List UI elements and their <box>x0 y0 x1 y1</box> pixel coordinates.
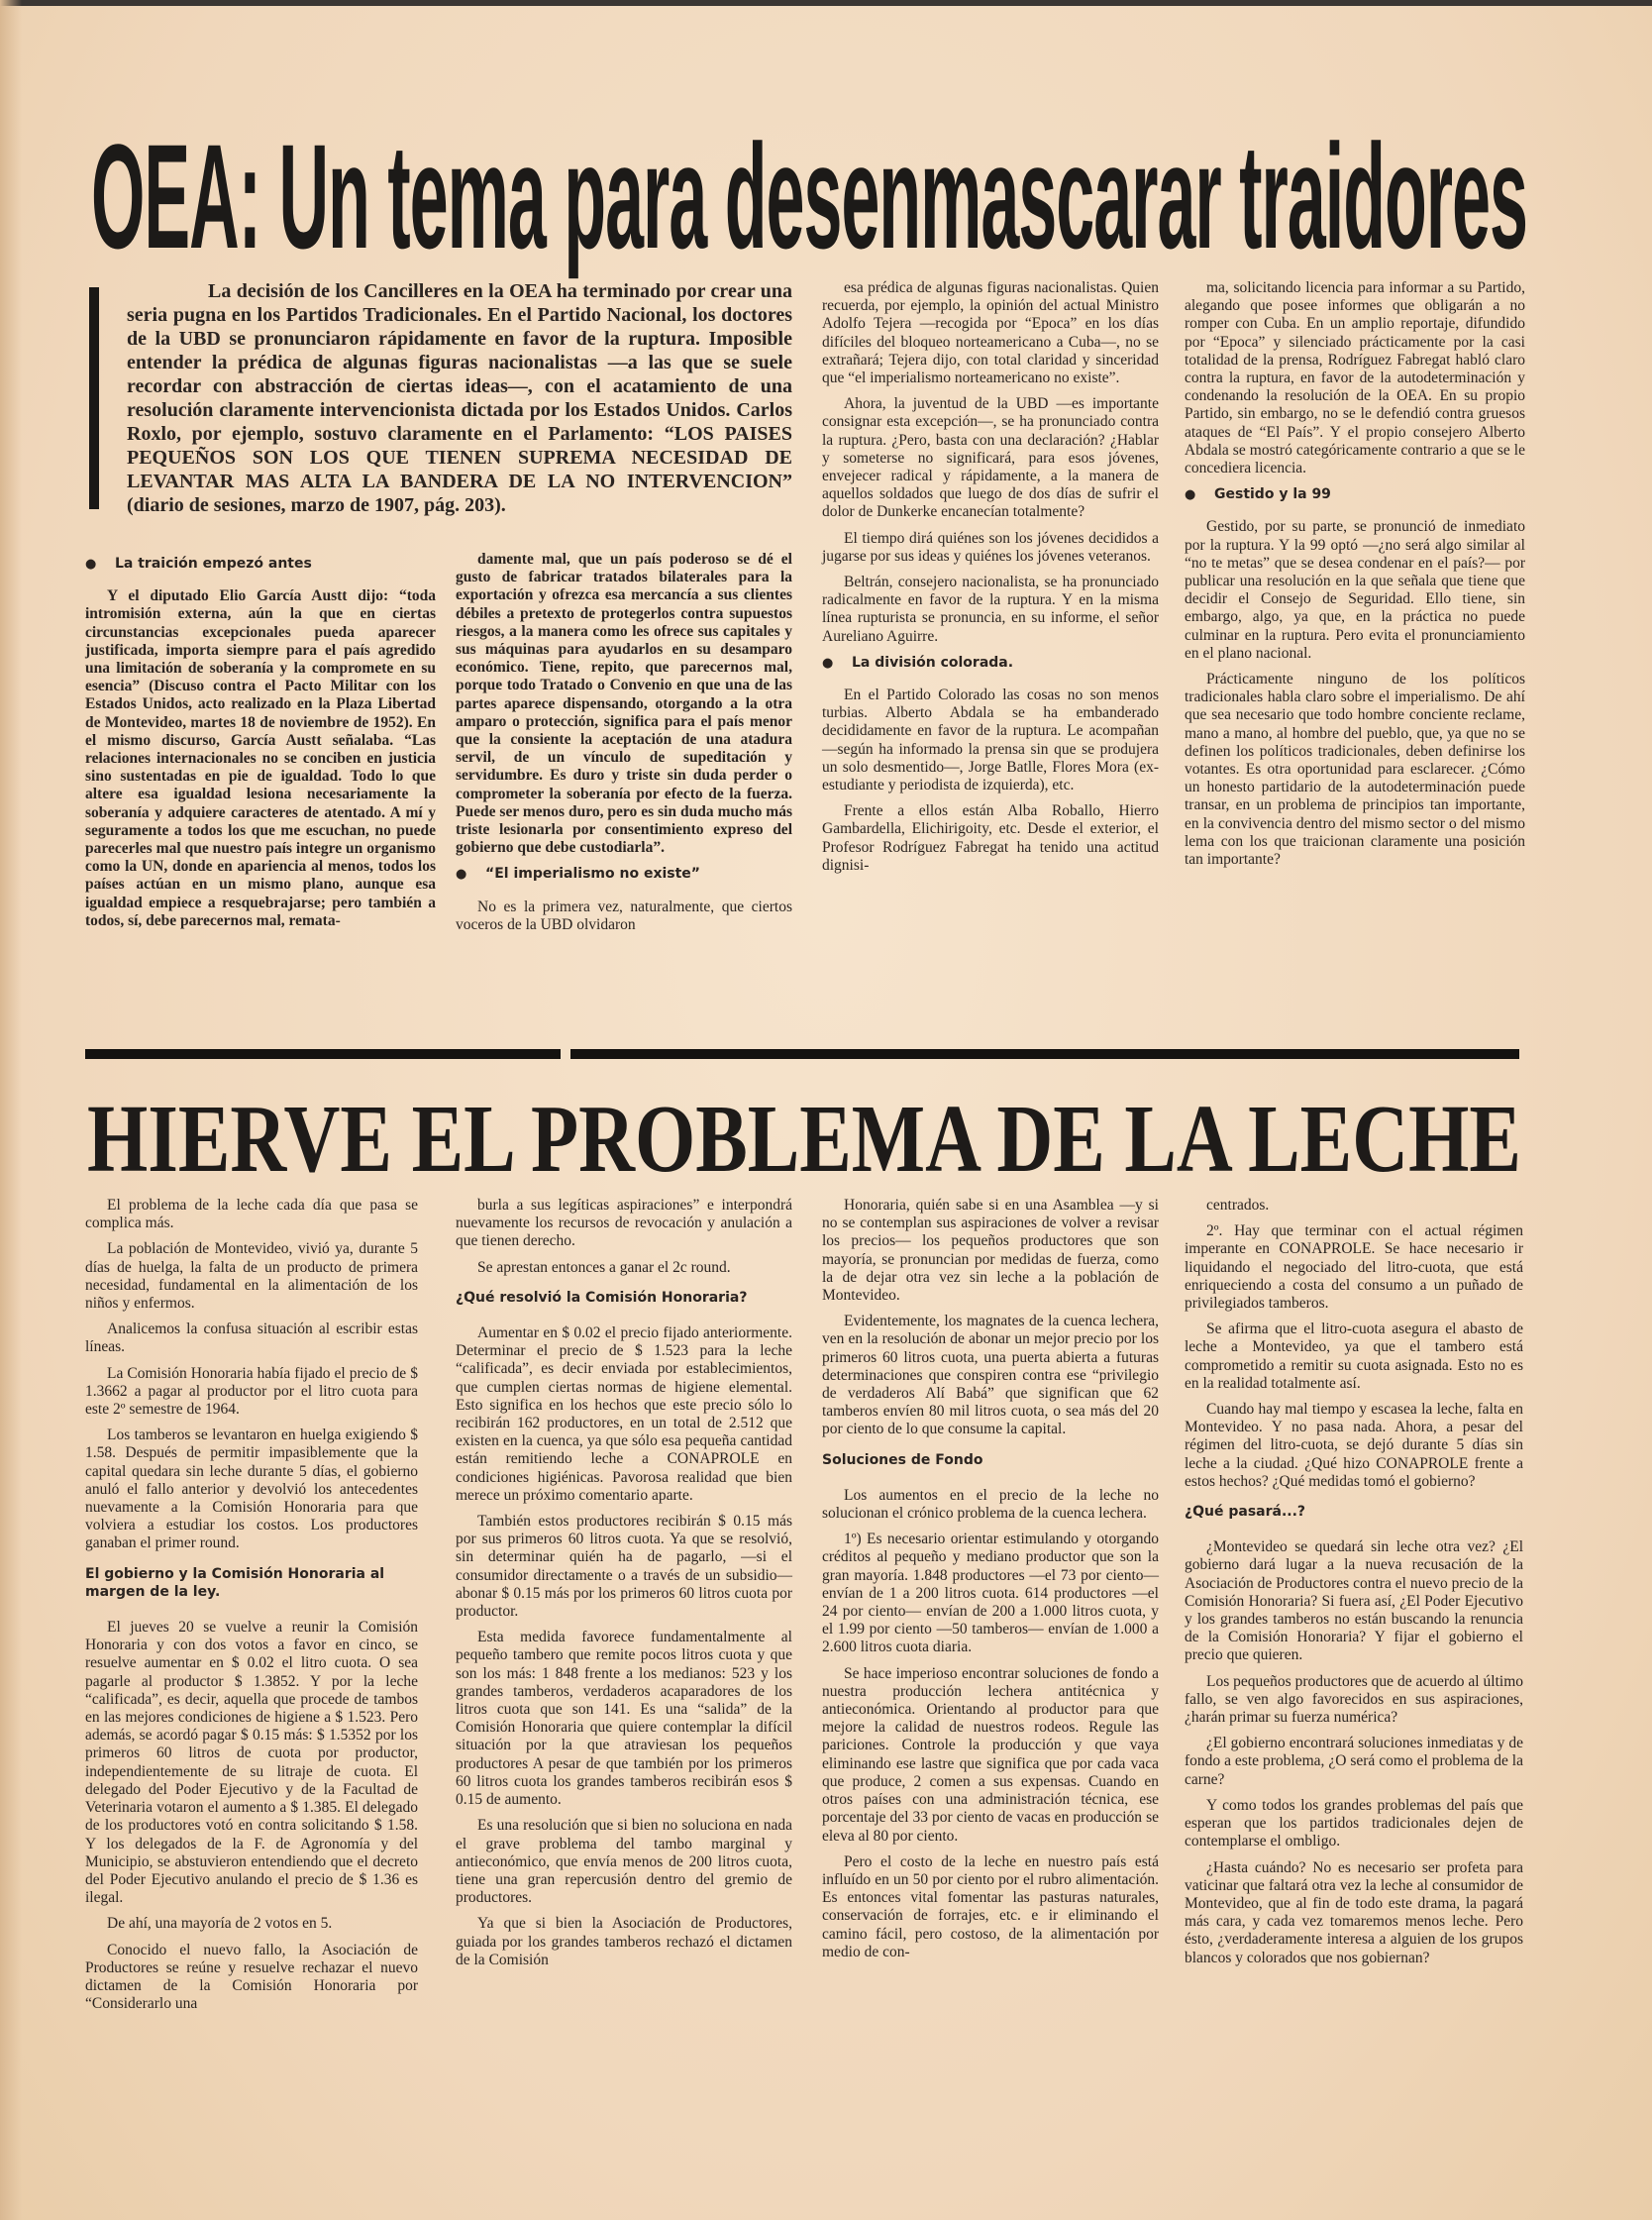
paragraph: damente mal, que un país poderoso se dé el gusto de fabricar tratados bilaterales para la exportación y ofrezca esa mercancía a sus clientes débiles a pretexto de protegerlos contra supuestos riesgos, a la manera como les ofrece sus capitales y sus máquinas para ayudarlos en su desamparo económico. Tiene, repito, que parecernos mal, porque todo Tratado o Convenio en que una de las partes aparece dispensando, otorgando a la otra amparo o protección, significa para el país menor que la consiente la aceptación de una atadura servil, de un vínculo de supeditación y servidumbre. Es duro y triste sin duda perder o comprometer la soberanía por efecto de la fuerza. Puede ser menos duro, pero es sin duda mucho más triste lesionarla por consentimiento expreso del gobierno que debe custodiarla”. <box>456 551 792 857</box>
paragraph: Aumentar en $ 0.02 el precio fijado anteriormente. Determinar el precio de $ 1.523 para la leche “calificada”, es decir enviada por establecimientos, que cumplen ciertas normas de higiene elemental. Esto significa en los hechos que este precio sólo lo recibirán 162 productores, en un total de 2.512 que existen en la cuenca, ya que sólo esa pequeña cantidad están remitiendo leche a CONAPROLE en condiciones higiénicas. Pavorosa realidad que bien merece un próximo comentario aparte. <box>456 1324 792 1504</box>
paragraph: ¿Hasta cuándo? No es necesario ser profeta para vaticinar que faltará otra vez la leche al consumidor de Montevideo, que al fin de todo este drama, la pagará más cara, y cada vez tomaremos menos leche. Pero ésto, ¿verdaderamente interesa a alguien de los grupos blancos y colorados que nos gobiernan? <box>1185 1858 1523 1966</box>
paragraph: centrados. <box>1206 1197 1270 1214</box>
page-edge-shadow <box>0 0 22 2220</box>
paragraph: esa prédica de algunas figuras nacionalistas. Quien recuerda, por ejemplo, la opinión del actual Ministro Adolfo Tejera —recogida por “Epoca” en los días difíciles del bloqueo norteamericano a Cuba—, no se extrañará; Tejera dijo, con total claridad y sinceridad que “el imperialismo norteamericano no existe”. <box>822 279 1159 387</box>
article-column-1 <box>85 1197 418 2021</box>
subheading: ¿Qué pasará...? <box>1185 1504 1306 1521</box>
subheading-bullet: ● “El imperialismo no existe” <box>456 865 792 884</box>
paragraph: ¿El gobierno encontrará soluciones inmediatas y de fondo a este problema, ¿O será como el problema de la carne? <box>1185 1735 1523 1788</box>
paragraph: Los aumentos en el precio de la leche no solucionan el crónico problema de la cuenca lechera. <box>822 1486 1159 1523</box>
subheading: ¿Qué resolvió la Comisión Honoraria? <box>456 1289 748 1306</box>
paragraph: Es una resolución que si bien no soluciona en nada el grave problema del tambo marginal y antieconómico, que envía menos de 200 litros cuota, tiene una gran repercusión dentro del gremio de productores. <box>456 1817 792 1907</box>
article-column-4 <box>1185 1197 1523 1975</box>
paragraph: Se afirma que el litro-cuota asegura el abasto de leche a Montevideo, ya que el tambero está comprometido a remitir su cuota asignada. Esto no es en la realidad totalmente así. <box>1185 1321 1523 1392</box>
paragraph: El tiempo dirá quiénes son los jóvenes decididos a jugarse por sus ideas y quiénes los jóvenes veteranos. <box>822 529 1159 565</box>
headline-leche: HIERVE EL PROBLEMA DE LA LECHE <box>87 1086 1521 1193</box>
paragraph: Esta medida favorece fundamentalmente al pequeño tambero que remite pocos litros cuota y que son los más: 1 848 frente a los medianos: 523 y los grandes tamberos, verdaderos acaparadores de los litros cuota que son 141. Es una “salida” de la Comisión Honoraria que quiere contemplar la difícil situación por la que atraviesan los pequeños productores A pesar de que también por los primeros 60 litros cuota los grandes tamberos recibirán esos $ 0.15 de aumento. <box>456 1629 792 1809</box>
article-intro: La decisión de los Cancilleres en la OEA ha terminado por crear una seria pugna en los Partidos Tradicionales. En el Partido Nacional, los doctores de la UBD se pronunciaron rápidamente en favor de la ruptura. Imposible entender la prédica de algunas figuras nacionalistas —a las que se suele recordar con abstracción de ciertas ideas—, con el acatamiento de una resolución claramente intervencionista dictada por los Estados Unidos. Carlos Roxlo, por ejemplo, sostuvo claramente en el Parlamento: “LOS PAISES PEQUEÑOS SON LOS QUE TIENEN SUPREMA NECESIDAD DE LEVANTAR MAS ALTA LA BANDERA DE LA NO INTERVENCION” (diario de sesiones, marzo de 1907, pág. 203). <box>127 280 792 516</box>
subheading-bullet: ● La traición empezó antes <box>85 555 436 574</box>
article-column-4 <box>1185 279 1525 877</box>
paragraph: Ahora, la juventud de la UBD —es importante consignar esta excepción—, se ha pronunciado contra la ruptura. ¿Pero, basta con una declaración? ¿Hablar y someterse no significará, para esos jóvenes, envejecer radical y rápidamente, a la manera de aquellos soldados que luego de dos días de sufrir el dolor de Dunkerke encanecían totalmente? <box>822 395 1159 521</box>
article-column-3 <box>822 279 1159 883</box>
paragraph: Pero el costo de la leche en nuestro país está influído en un 50 por ciento por el rubro alimentación. Es entonces vital fomentar las pasturas naturales, conservación de forrajes, etc. e ir eliminando el camino fácil, pero costoso, de la alimentación por medio de con- <box>822 1852 1159 1960</box>
paragraph: Beltrán, consejero nacionalista, se ha pronunciado radicalmente en favor de la ruptura. Y en la misma línea rupturista se pronuncia, en su informe, el señor Aureliano Aguirre. <box>822 574 1159 645</box>
paragraph: Los pequeños productores que de acuerdo al último fallo, se ven algo favorecidos en sus aspiraciones, ¿harán primar su fuerza numérica? <box>1185 1672 1523 1727</box>
paragraph: Los tamberos se levantaron en huelga exigiendo $ 1.58. Después de permitir impasiblemente que la capital quedara sin leche durante 5 días, el gobierno anuló el fallo anterior y devolvió los antecedentes nuevamente a la Comisión Honoraria para que volviera a estudiar los costos. Los productores ganaban el primer round. <box>85 1427 418 1552</box>
paragraph: 2º. Hay que terminar con el actual régimen imperante en CONAPROLE. Se hace necesario ir liquidando el negociado del litro-cuota, que está enriqueciendo a costa del consumo a un puñado de privilegiados tamberos. <box>1185 1222 1523 1313</box>
paragraph: Prácticamente ninguno de los políticos tradicionales habla claro sobre el imperialismo. De ahí que sea necesario que todo hombre conciente reclame, mano a mano, al hombre del pueblo, que, ya que no se definen los políticos tradicionales, deben definirse los votantes. Es otra oportunidad para esclarecer. ¿Cómo un honesto partidario de la autodeterminación puede transar, en un problema de principios tan importante, en la convivencia dentro del mismo sector o del mismo lema con los que traicionan claramente una posición tan importante? <box>1185 671 1525 869</box>
paragraph: El jueves 20 se vuelve a reunir la Comisión Honoraria y con dos votos a favor en cinco, se resuelve aumentar en $ 0.02 el litro cuota. O sea pagarle al productor $ 1.3852. Y por la leche “calificada”, es decir, aquella que procede de tambos en las mejores condiciones de higiene a $ 1.523. Pero además, se acordó pagar $ 0.15 más: $ 1.5352 por los primeros 60 litros de cuota por productor, independientemente de su litraje de cuota. El delegado del Poder Ejecutivo y de la Facultad de Veterinaria votaron el aumento a $ 1.385. El delegado de los productores votó en contra solicitando $ 1.58. Y los delegados de la F. de Agronomía y del Municipio, se abstuvieron entendiendo que el decreto del Poder Ejecutivo anulando el precio de $ 1.36 es ilegal. <box>85 1619 418 1907</box>
paragraph: La Comisión Honoraria había fijado el precio de $ 1.3662 a pagar al productor por el litro cuota para este 2º semestre de 1964. <box>85 1364 418 1419</box>
paragraph: Cuando hay mal tiempo y escasea la leche, falta en Montevideo. Y no pasa nada. Ahora, a pesar del régimen del litro-cuota, se dejó durante 5 días sin leche a la ciudad. ¿Qué hizo CONAPROLE frente a estos hechos? ¿Qué medidas tomó el gobierno? <box>1185 1401 1523 1490</box>
subheading: El gobierno y la Comisión Honoraria al margen de la ley. <box>85 1565 385 1600</box>
paragraph: No es la primera vez, naturalmente, que ciertos voceros de la UBD olvidaron <box>456 898 792 933</box>
paragraph: El problema de la leche cada día que pasa se complica más. <box>85 1197 418 1232</box>
paragraph: La población de Montevideo, vivió ya, durante 5 días de huelga, la falta de un producto de primera necesidad, fundamental en la alimentación de los niños y enfermos. <box>85 1240 418 1313</box>
paragraph: Se hace imperioso encontrar soluciones de fondo a nuestra producción lechera antitécnica y antieconómica. Orientando al productor para que mejore la calidad de nuestros rodeos. Regule las pariciones. Controle la producción y que vaya eliminando ese lastre que significa que por cada vaca que produce, 2 comen a sus expensas. Cuando en otros países con una administración técnica, ese porcentaje del 33 por ciento de vacas en producción se eleva al 80 por ciento. <box>822 1664 1159 1845</box>
paragraph: Y como todos los grandes problemas del país que esperan que los partidos tradicionales dejen de contemplarse el ombligo. <box>1185 1796 1523 1850</box>
paragraph: ¿Montevideo se quedará sin leche otra vez? ¿El gobierno dará lugar a la nueva recusación de la Asociación de Productores contra el nuevo precio de la Comisión Honoraria? Si fuera así, ¿El Poder Ejecutivo y los grandes tamberos no están buscando la renuncia de la Comisión Honoraria? Y fijar el gobierno el precio que quieren. <box>1185 1538 1523 1664</box>
paragraph: Gestido, por su parte, se pronunció de inmediato por la ruptura. Y la 99 optó —¿no será algo similar al “no te metas” que se desea condenar en el país?— por publicar una resolución en la que señala que tiene que decidir el Consejo de Seguridad. Ello tiene, sin embargo, algo, ya que, en la práctica no puede culminar en la ruptura. Pero evita el pronunciamiento en el plano nacional. <box>1185 518 1525 662</box>
section-divider-right <box>570 1049 1519 1059</box>
paragraph: En el Partido Colorado las cosas no son menos turbias. Alberto Abdala se ha embanderado decididamente en favor de la ruptura. Le acompañan —según ha informado la prensa sin que se produjera un solo desmentido—, Jorge Batlle, Flores Mora (ex-estudiante y periodista de izquierda), etc. <box>822 687 1159 794</box>
article-column-3 <box>822 1197 1159 1969</box>
paragraph: ma, solicitando licencia para informar a su Partido, alegando que posee informes que obligarán a no romper con Cuba. En un amplio reportaje, difundido por “Epoca” y silenciado prácticamente por la casi totalidad de la prensa, Rodríguez Fabregat habló claro contra la ruptura, en favor de la autodeterminación y condenando la resolución de la OEA. En su propio Partido, sin embargo, no se le defendió contra gruesos ataques de “El País”. Y el propio consejero Alberto Abdala se mostró categóricamente contrario a que se le concediera licencia. <box>1185 279 1525 477</box>
paragraph: Se aprestan entonces a ganar el 2c round. <box>477 1258 731 1276</box>
article-column-2 <box>456 1197 792 1977</box>
page-top-border <box>0 0 1652 6</box>
paragraph: Ya que si bien la Asociación de Productores, guiada por los grandes tamberos rechazó el dictamen de la Comisión <box>456 1915 792 1968</box>
paragraph: Y el diputado Elio García Austt dijo: “toda intromisión externa, aún la que en ciertas circunstancias excepcionales pueda aparecer justificada, importa siempre para el país agredido una limitación de soberanía y la compromete en su esencia” (Discuso contra el Pacto Militar con los Estados Unidos, acto realizado en la Plaza Libertad de Montevideo, martes 18 de noviembre de 1952). En el mismo discurso, García Austt señalaba. “Las relaciones internacionales no se conciben en justicia sino sustentadas en pie de igualdad. Todo lo que altere esa igualdad lesiona necesariamente la soberanía y adquiere caracteres de atentado. A mí y seguramente a todos los que me escuchan, no puede parecerles mal que nuestro país integre un organismo como la UN, donde en apariencia al menos, todos los países actúan en un mismo plano, aunque esa igualdad empiece a resquebrajarse; pero también a todos, sí, debe parecernos mal, remata- <box>85 587 436 929</box>
paragraph: También estos productores recibirán $ 0.15 más por sus primeros 60 litros cuota. Ya que se resolvió, sin determinar quién ha de pagarlo, —si el consumidor directamente o a través de un subsidio— abonar $ 0.15 más por los primeros 60 litros cuota por productor. <box>456 1513 792 1621</box>
subheading: Soluciones de Fondo <box>822 1451 983 1468</box>
intro-marker-bar <box>89 287 99 509</box>
paragraph: Frente a ellos están Alba Roballo, Hierro Gambardella, Elichirigoity, etc. Desde el exterior, el Profesor Rodríguez Fabregat ha tenido una actitud dignisi- <box>822 802 1159 874</box>
paragraph: burla a sus legíticas aspiraciones” e interpondrá nuevamente los recursos de revocación y anulación a que tienen derecho. <box>456 1197 792 1250</box>
paragraph: Honoraria, quién sabe si en una Asamblea —y si no se contemplan sus aspiraciones de volver a revisar los precios— los pequeños productores que son mayoría, se pronuncian por medidas de fuerza, como la de dejar otra vez sin leche a la población de Montevideo. <box>822 1197 1159 1305</box>
subheading-bullet: ● Gestido y la 99 <box>1185 485 1525 504</box>
paragraph: 1º) Es necesario orientar estimulando y otorgando créditos al pequeño y mediano productor que son la gran mayoría. 1.848 productores —el 73 por ciento— envían de 1 a 200 litros cuota. 614 productores —el 24 por ciento— envían de 200 a 1.000 litros cuota, y el 1.99 por ciento —50 tamberos— envían de 1.000 a 2.600 litros cuota diaria. <box>822 1531 1159 1656</box>
headline-oea: OEA: Un tema para desenmascarar traidores <box>91 113 1527 279</box>
article-column-1 <box>85 551 436 938</box>
article-column-2 <box>456 551 792 942</box>
subheading-bullet: ● La división colorada. <box>822 654 1159 673</box>
paragraph: Conocido el nuevo fallo, la Asociación de Productores se reúne y resuelve rechazar el nuevo dictamen de la Comisión Honoraria por “Considerarlo una <box>85 1941 418 2013</box>
paragraph: Evidentemente, los magnates de la cuenca lechera, ven en la resolución de abonar un mejor precio por los primeros 60 litros cuota, una puerta abierta a futuras determinaciones que conspiren contra ese “privilegio de verdaderos Alí Babá” que significan que 62 tamberos envíen 80 mil litros cuota, o sea más del 20 por ciento de lo que consume la capital. <box>822 1313 1159 1438</box>
section-divider-left <box>85 1049 561 1059</box>
paragraph: De ahí, una mayoría de 2 votos en 5. <box>107 1915 333 1933</box>
paragraph: Analicemos la confusa situación al escribir estas líneas. <box>85 1321 418 1356</box>
